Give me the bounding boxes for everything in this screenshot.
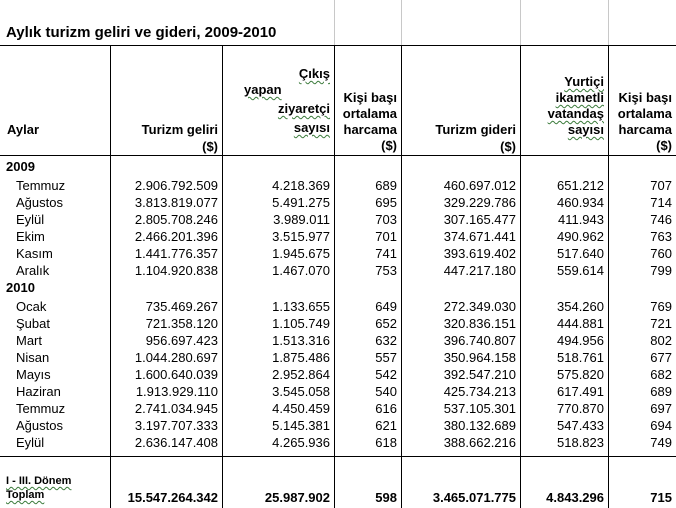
header-spend2-line2: ortalama <box>617 106 672 121</box>
gridline <box>608 0 609 46</box>
table-cell-income: 1.044.280.697 <box>134 350 218 365</box>
table-cell-spend1: 649 <box>375 299 397 314</box>
header-spend-per-resident <box>609 90 672 154</box>
total-label <box>6 474 71 502</box>
header-spend1-line3: harcama <box>343 122 397 137</box>
table-cell-residents: 460.934 <box>557 195 604 210</box>
table-cell-expense: 460.697.012 <box>443 178 516 193</box>
table-cell-expense: 388.662.216 <box>443 435 516 450</box>
table-row-month: Mayıs <box>16 367 51 382</box>
total-expense: 3.465.071.775 <box>432 490 516 505</box>
table-cell-income: 2.805.708.246 <box>134 212 218 227</box>
column-border <box>334 45 335 508</box>
table-cell-income: 1.441.776.357 <box>134 246 218 261</box>
table-row-month: Aralık <box>16 263 50 278</box>
table-cell-spend2: 707 <box>650 178 672 193</box>
table-cell-residents: 651.212 <box>557 178 604 193</box>
table-cell-spend1: 689 <box>375 178 397 193</box>
table-cell-spend2: 746 <box>650 212 672 227</box>
header-spend2-line3: harcama <box>618 122 672 137</box>
total-residents: 4.843.296 <box>546 490 604 505</box>
table-cell-visitors: 1.875.486 <box>272 350 330 365</box>
table-row-month: Eylül <box>16 435 45 450</box>
table-cell-visitors: 4.265.936 <box>272 435 330 450</box>
table-row-month: Ocak <box>16 299 47 314</box>
table-cell-income: 956.697.423 <box>145 333 218 348</box>
table-row-month: Eylül <box>16 212 45 227</box>
table-cell-spend1: 652 <box>375 316 397 331</box>
table-cell-spend1: 540 <box>375 384 397 399</box>
table-cell-expense: 447.217.180 <box>443 263 516 278</box>
column-border <box>401 45 402 508</box>
table-cell-spend1: 632 <box>375 333 397 348</box>
table-row-month: Kasım <box>16 246 53 261</box>
header-spend1-line1: Kişi başı <box>343 90 397 105</box>
table-cell-visitors: 1.467.070 <box>272 263 330 278</box>
header-residents-line3: vatandaş <box>547 106 604 121</box>
table-cell-expense: 329.229.786 <box>443 195 516 210</box>
table-cell-spend2: 763 <box>650 229 672 244</box>
header-income-unit: ($) <box>202 139 218 154</box>
header-visitors-line4: sayısı <box>293 120 330 135</box>
table-cell-spend1: 695 <box>375 195 397 210</box>
table-cell-spend1: 753 <box>375 263 397 278</box>
table-cell-visitors: 2.952.864 <box>272 367 330 382</box>
table-cell-residents: 547.433 <box>557 418 604 433</box>
table-cell-income: 735.469.267 <box>145 299 218 314</box>
table-cell-residents: 518.823 <box>557 435 604 450</box>
header-visitors-line3: ziyaretçi <box>277 101 330 116</box>
header-spend1-line4: ($) <box>381 138 397 153</box>
table-cell-visitors: 5.145.381 <box>272 418 330 433</box>
table-cell-spend1: 741 <box>375 246 397 261</box>
table-cell-spend2: 677 <box>650 350 672 365</box>
table-cell-residents: 354.260 <box>557 299 604 314</box>
header-residents-line4: sayısı <box>567 122 604 137</box>
table-cell-residents: 770.870 <box>557 401 604 416</box>
table-row-month: Temmuz <box>16 178 66 193</box>
table-cell-expense: 425.734.213 <box>443 384 516 399</box>
table-cell-income: 1.600.640.039 <box>134 367 218 382</box>
total-label-line2: Toplam <box>6 489 45 501</box>
header-spend-per-visitor <box>336 90 397 154</box>
table-cell-visitors: 4.450.459 <box>272 401 330 416</box>
total-income: 15.547.264.342 <box>127 490 218 505</box>
table-cell-residents: 518.761 <box>557 350 604 365</box>
table-cell-expense: 380.132.689 <box>443 418 516 433</box>
header-expense-unit: ($) <box>500 139 516 154</box>
header-residents <box>522 74 604 138</box>
table-cell-income: 2.636.147.408 <box>134 435 218 450</box>
table-title: Aylık turizm geliri ve gideri, 2009-2010 <box>6 24 277 41</box>
table-cell-spend2: 714 <box>650 195 672 210</box>
table-cell-expense: 320.836.151 <box>443 316 516 331</box>
table-row-month: Ağustos <box>16 418 63 433</box>
table-cell-spend2: 682 <box>650 367 672 382</box>
header-residents-line1: Yurtiçi <box>564 74 604 89</box>
gridline <box>520 0 521 46</box>
total-spend1: 598 <box>375 490 397 505</box>
table-cell-expense: 307.165.477 <box>443 212 516 227</box>
table-row-month: Nisan <box>16 350 50 365</box>
total-spend2: 715 <box>650 490 672 505</box>
header-spend2-line1: Kişi başı <box>618 90 672 105</box>
table-cell-visitors: 5.491.275 <box>272 195 330 210</box>
table-cell-spend1: 621 <box>375 418 397 433</box>
year-label: 2009 <box>6 159 35 174</box>
header-residents-line2: ikametli <box>555 90 604 105</box>
table-cell-spend2: 749 <box>650 435 672 450</box>
table-cell-income: 1.913.929.110 <box>135 384 218 399</box>
table-cell-expense: 350.964.158 <box>443 350 516 365</box>
header-visitors <box>224 66 330 136</box>
table-cell-income: 2.906.792.509 <box>134 178 218 193</box>
table-cell-residents: 444.881 <box>557 316 604 331</box>
table-cell-income: 3.813.819.077 <box>134 195 218 210</box>
table-cell-spend1: 616 <box>375 401 397 416</box>
table-cell-income: 721.358.120 <box>145 316 218 331</box>
column-border <box>520 45 521 508</box>
table-cell-spend1: 542 <box>375 367 397 382</box>
header-months: Aylar <box>7 122 40 137</box>
table-row-month: Mart <box>16 333 42 348</box>
table-cell-spend2: 760 <box>650 246 672 261</box>
table-cell-income: 2.741.034.945 <box>134 401 218 416</box>
table-cell-expense: 393.619.402 <box>443 246 516 261</box>
total-label-line1: I - III. Dönem <box>6 475 72 487</box>
table-cell-spend2: 799 <box>650 263 672 278</box>
header-top-border <box>0 45 676 46</box>
table-cell-spend2: 694 <box>650 418 672 433</box>
table-cell-spend1: 557 <box>375 350 397 365</box>
table-cell-visitors: 3.545.058 <box>272 384 330 399</box>
table-cell-spend2: 802 <box>650 333 672 348</box>
header-spend1-line2: ortalama <box>342 106 397 121</box>
table-cell-visitors: 4.218.369 <box>272 178 330 193</box>
table-row-month: Haziran <box>16 384 61 399</box>
table-cell-spend2: 721 <box>650 316 672 331</box>
table-cell-spend1: 701 <box>375 229 397 244</box>
table-row-month: Şubat <box>16 316 50 331</box>
table-cell-income: 2.466.201.396 <box>134 229 218 244</box>
table-cell-visitors: 1.105.749 <box>272 316 330 331</box>
header-visitors-line1: Çıkış <box>298 66 330 81</box>
table-cell-expense: 374.671.441 <box>443 229 516 244</box>
table-cell-spend1: 703 <box>375 212 397 227</box>
table-row-month: Ağustos <box>16 195 63 210</box>
table-row-month: Temmuz <box>16 401 66 416</box>
table-cell-visitors: 3.515.977 <box>272 229 330 244</box>
table-row-month: Ekim <box>16 229 45 244</box>
table-cell-spend1: 618 <box>375 435 397 450</box>
column-border <box>110 45 111 508</box>
table-cell-residents: 559.614 <box>557 263 604 278</box>
table-cell-visitors: 1.133.655 <box>272 299 330 314</box>
table-cell-income: 3.197.707.333 <box>134 418 218 433</box>
table-cell-spend2: 689 <box>650 384 672 399</box>
header-bottom-border <box>0 155 676 156</box>
gridline <box>401 0 402 46</box>
header-visitors-line2: yapan <box>244 82 282 97</box>
table-cell-residents: 617.491 <box>557 384 604 399</box>
total-visitors: 25.987.902 <box>264 490 330 505</box>
table-cell-expense: 392.547.210 <box>443 367 516 382</box>
table-cell-residents: 575.820 <box>557 367 604 382</box>
table-cell-visitors: 1.945.675 <box>272 246 330 261</box>
table-cell-income: 1.104.920.838 <box>134 263 218 278</box>
column-border <box>222 45 223 508</box>
table-cell-residents: 490.962 <box>557 229 604 244</box>
total-top-border <box>0 456 676 457</box>
table-cell-visitors: 3.989.011 <box>273 212 330 227</box>
table-cell-expense: 396.740.807 <box>443 333 516 348</box>
table-cell-spend2: 697 <box>650 401 672 416</box>
table-cell-residents: 494.956 <box>557 333 604 348</box>
header-expense: Turizm gideri <box>435 122 516 137</box>
header-income: Turizm geliri <box>141 122 218 137</box>
table-cell-expense: 272.349.030 <box>443 299 516 314</box>
table-cell-expense: 537.105.301 <box>443 401 516 416</box>
table-cell-spend2: 769 <box>650 299 672 314</box>
gridline <box>334 0 335 46</box>
header-spend2-line4: ($) <box>656 138 672 153</box>
year-label: 2010 <box>6 280 35 295</box>
table-cell-residents: 411.943 <box>557 212 604 227</box>
table-cell-visitors: 1.513.316 <box>272 333 330 348</box>
table-cell-residents: 517.640 <box>557 246 604 261</box>
